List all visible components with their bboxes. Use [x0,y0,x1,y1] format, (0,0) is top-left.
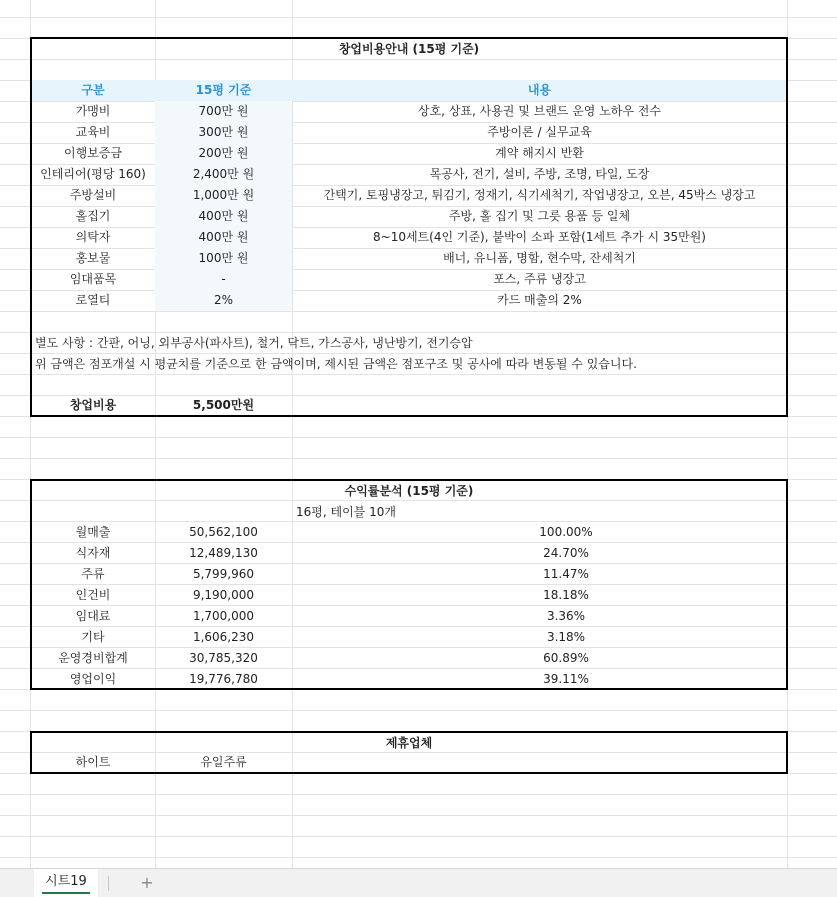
startup-row-cost[interactable]: 2% [213,293,234,307]
gridline-row [0,794,837,795]
header-col-category[interactable]: 구분 [81,83,105,97]
startup-row-cost[interactable]: 200만 원 [198,146,249,160]
startup-row-desc[interactable]: 포스, 주류 냉장고 [493,272,586,286]
startup-row-cost[interactable]: - [221,272,226,286]
startup-row-item[interactable]: 가맹비 [75,104,111,118]
startup-row-desc[interactable]: 주방, 홀 집기 및 그릇 용품 등 일체 [448,209,631,223]
profit-row-amount[interactable]: 1,700,000 [192,609,255,623]
profit-row-pct[interactable]: 3.36% [546,609,586,623]
sheet-tab-active[interactable] [34,869,98,897]
gridline-row [0,857,837,858]
startup-row-cost[interactable]: 1,000만 원 [192,188,255,202]
profit-row-item[interactable]: 주류 [81,567,105,581]
profit-row-item[interactable]: 기타 [81,630,105,644]
profit-row-pct[interactable]: 24.70% [543,546,589,560]
header-col-cost[interactable]: 15평 기준 [195,83,252,97]
tab-separator [108,876,109,891]
startup-row-desc[interactable]: 8~10세트(4인 기준), 붙박이 소파 포함(1세트 추가 시 35만원) [373,230,706,244]
profit-row-amount[interactable]: 9,190,000 [192,588,255,602]
startup-row-item[interactable]: 교육비 [75,125,111,139]
profit-title[interactable]: 수익률분석 (15평 기준) [344,484,474,498]
startup-row-item[interactable]: 이행보증금 [64,146,122,160]
startup-row-desc[interactable]: 주방이론 / 실무교육 [487,125,592,139]
profit-subtitle[interactable]: 16평, 테이블 10개 [296,505,396,519]
startup-row-item[interactable]: 홀집기 [75,209,111,223]
sheet-tab-label: 시트19 [45,874,87,889]
startup-row-cost[interactable]: 700만 원 [198,104,249,118]
profit-row-pct[interactable]: 60.89% [543,651,589,665]
profit-row-item[interactable]: 식자재 [75,546,111,560]
active-tab-underline [42,892,90,894]
profit-row-pct[interactable]: 100.00% [539,525,593,539]
profit-row-pct[interactable]: 3.18% [546,630,586,644]
startup-row-desc[interactable]: 배너, 유니폼, 명함, 현수막, 잔세척기 [443,251,636,265]
note-disclaimer[interactable]: 위 금액은 점포개설 시 평균치를 기준으로 한 금액이며, 제시된 금액은 점포구조 및 공사에 따라 변동될 수 있습니다. [35,357,637,371]
profit-row-item[interactable]: 월매출 [75,525,111,539]
gridline-row [0,773,837,774]
gridline-row [0,416,837,417]
profit-row-amount[interactable]: 12,489,130 [189,546,258,560]
gridline-row [0,731,837,732]
header-col-content[interactable]: 내용 [527,83,552,97]
profit-row-item[interactable]: 임대료 [75,609,111,623]
partner-yuil[interactable]: 유일주류 [200,755,247,769]
startup-row-desc[interactable]: 목공사, 전기, 설비, 주방, 조명, 타일, 도장 [429,167,650,181]
startup-row-item[interactable]: 홍보물 [75,251,111,265]
note-extra-items[interactable]: 별도 사항 : 간판, 어닝, 외부공사(파사트), 철거, 닥트, 가스공사, 냉난방기, 전기승압 [35,336,473,350]
gridline-row [0,17,837,18]
gridline-row [0,311,837,312]
profit-row-item[interactable]: 영업이익 [69,672,117,686]
profit-row-pct[interactable]: 18.18% [543,588,589,602]
total-label[interactable]: 창업비용 [69,398,117,412]
profit-row-item[interactable]: 운영경비합계 [58,651,128,665]
gridline-row [0,479,837,480]
profit-row-amount[interactable]: 50,562,100 [189,525,258,539]
profit-row-pct[interactable]: 11.47% [543,567,589,581]
startup-title[interactable]: 창업비용안내 (15평 기준) [338,42,480,56]
startup-row-cost[interactable]: 100만 원 [198,251,249,265]
partner-hite[interactable]: 하이트 [75,755,111,769]
partners-title[interactable]: 제휴업체 [385,736,433,750]
startup-row-item[interactable]: 로열티 [75,293,111,307]
gridline-row [0,836,837,837]
profit-row-amount[interactable]: 30,785,320 [189,651,258,665]
profit-row-amount[interactable]: 1,606,230 [192,630,255,644]
gridline-row [0,437,837,438]
total-value[interactable]: 5,500만원 [192,398,255,412]
gridline-row [0,458,837,459]
startup-row-item[interactable]: 의탁자 [75,230,111,244]
gridline-row [0,815,837,816]
startup-row-cost[interactable]: 400만 원 [198,230,249,244]
startup-row-desc[interactable]: 간택기, 토핑냉장고, 튀김기, 정재기, 식기세척기, 작업냉장고, 오븐, 45박스 냉장고 [323,188,756,202]
profit-row-pct[interactable]: 39.11% [543,672,589,686]
add-sheet-button[interactable]: + [140,873,154,892]
startup-row-cost[interactable]: 400만 원 [198,209,249,223]
sheet-tab-bar [0,868,837,897]
startup-row-item[interactable]: 주방설비 [69,188,117,202]
startup-row-desc[interactable]: 계약 해지시 반환 [495,146,584,160]
startup-row-desc[interactable]: 카드 매출의 2% [497,293,582,307]
startup-row-cost[interactable]: 300만 원 [198,125,249,139]
startup-row-item[interactable]: 임대품목 [69,272,117,286]
profit-row-item[interactable]: 인건비 [75,588,111,602]
gridline-row [0,710,837,711]
profit-row-amount[interactable]: 5,799,960 [192,567,255,581]
startup-row-item[interactable]: 인테리어(평당 160) [40,167,146,181]
startup-row-cost[interactable]: 2,400만 원 [192,167,255,181]
profit-row-amount[interactable]: 19,776,780 [189,672,258,686]
startup-row-desc[interactable]: 상호, 상표, 사용권 및 브랜드 운영 노하우 전수 [418,104,661,118]
gridline-column [787,0,788,868]
